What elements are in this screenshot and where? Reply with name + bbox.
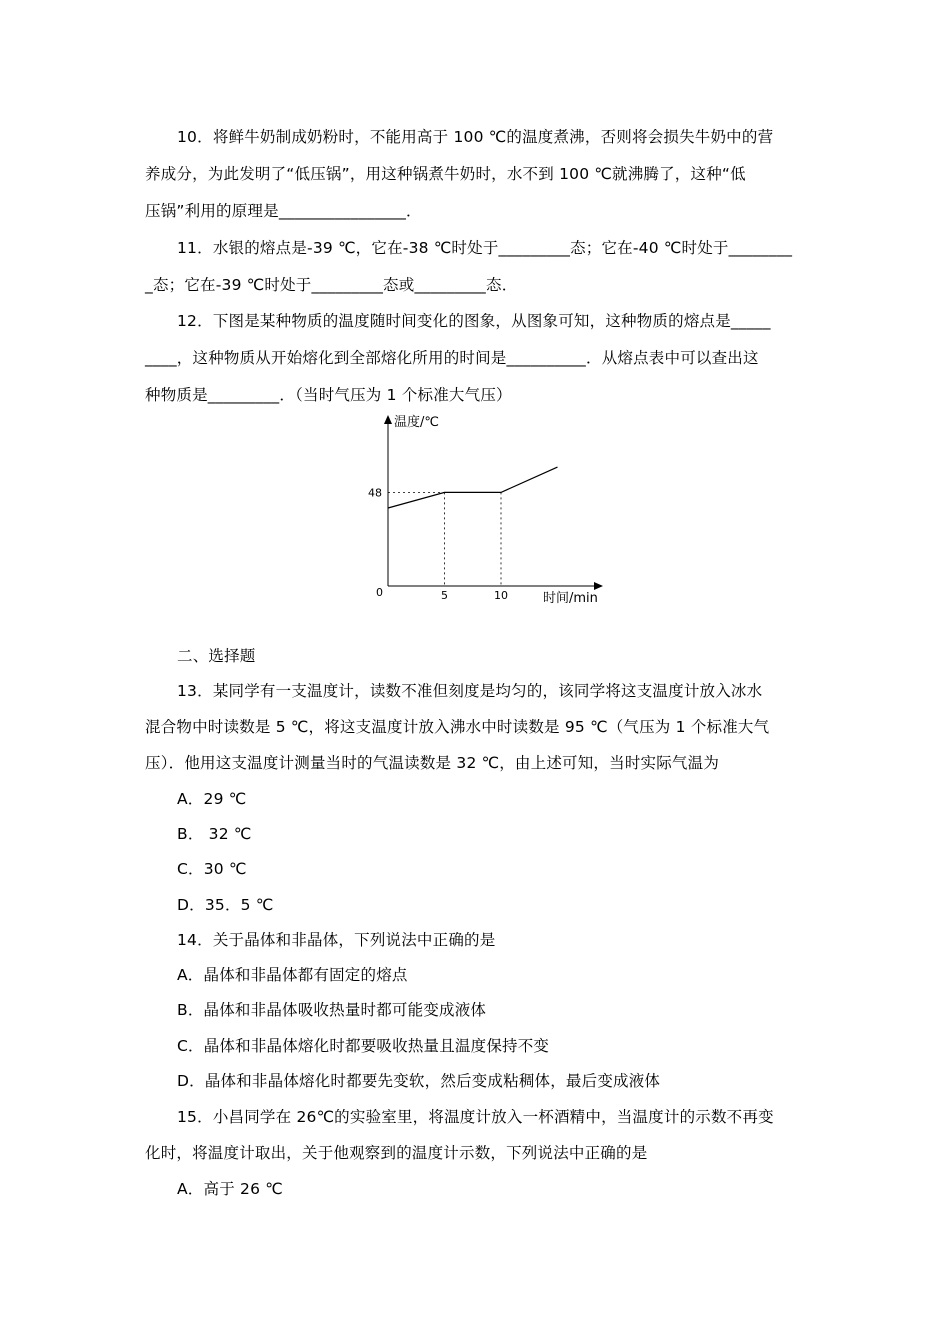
q11-line-1: 11．水银的熔点是-39 ℃，它在-38 ℃时处于_________态；它在-40 ℃时处于________ (177, 239, 793, 257)
q13-option-a: A．29 ℃ (177, 790, 247, 808)
q11-line-2: _态；它在-39 ℃时处于_________态或_________态． (145, 276, 518, 294)
q14-option-d: D．晶体和非晶体熔化时都要先变软，然后变成粘稠体，最后变成液体 (177, 1072, 661, 1090)
origin-tick-label: 0 (376, 586, 383, 599)
temperature-series-line (388, 467, 558, 508)
section-title: 二、选择题 (177, 647, 256, 665)
q14-stem: 14．关于晶体和非晶体，下列说法中正确的是 (177, 931, 496, 949)
x-tick-label-5: 5 (441, 589, 448, 602)
x-tick-label-10: 10 (494, 589, 508, 602)
y-axis-label: 温度/℃ (394, 415, 439, 430)
q13-line-2: 混合物中时读数是 5 ℃，将这支温度计放入沸水中时读数是 95 ℃（气压为 1 个标准大气 (145, 718, 770, 736)
q12-line-1: 12．下图是某种物质的温度随时间变化的图象，从图象可知，这种物质的熔点是_____ (177, 312, 771, 330)
q15-line-1: 15．小昌同学在 26℃的实验室里，将温度计放入一杯酒精中，当温度计的示数不再变 (177, 1108, 774, 1126)
temperature-time-chart (350, 410, 620, 610)
q13-line-1: 13．某同学有一支温度计，读数不准但刻度是均匀的，该同学将这支温度计放入冰水 (177, 682, 763, 700)
q10-line-2: 养成分，为此发明了“低压锅”，用这种锅煮牛奶时，水不到 100 ℃就沸腾了，这种“低 (145, 165, 746, 183)
q13-line-3: 压）．他用这支温度计测量当时的气温读数是 32 ℃，由上述可知，当时实际气温为 (145, 754, 720, 772)
q13-option-b: B． 32 ℃ (177, 825, 252, 843)
x-axis-label: 时间/min (543, 591, 598, 606)
q14-option-a: A．晶体和非晶体都有固定的熔点 (177, 966, 408, 984)
q12-line-2: ____，这种物质从开始熔化到全部熔化所用的时间是__________．从熔点表中可以查出这 (145, 349, 759, 367)
q13-option-d: D．35．5 ℃ (177, 896, 274, 914)
q14-option-b: B．晶体和非晶体吸收热量时都可能变成液体 (177, 1001, 487, 1019)
q12-line-3: 种物质是_________．（当时气压为 1 个标准大气压） (145, 386, 512, 404)
q14-option-c: C．晶体和非晶体熔化时都要吸收热量且温度保持不变 (177, 1037, 550, 1055)
q15-line-2: 化时，将温度计取出，关于他观察到的温度计示数，下列说法中正确的是 (145, 1144, 648, 1162)
q13-option-c: C．30 ℃ (177, 860, 247, 878)
q10-line-1: 10．将鲜牛奶制成奶粉时，不能用高于 100 ℃的温度煮沸，否则将会损失牛奶中的营 (177, 128, 774, 146)
q15-option-a: A．高于 26 ℃ (177, 1180, 283, 1198)
q10-line-3: 压锅”利用的原理是________________． (145, 202, 422, 220)
y-tick-label-48: 48 (368, 486, 382, 500)
